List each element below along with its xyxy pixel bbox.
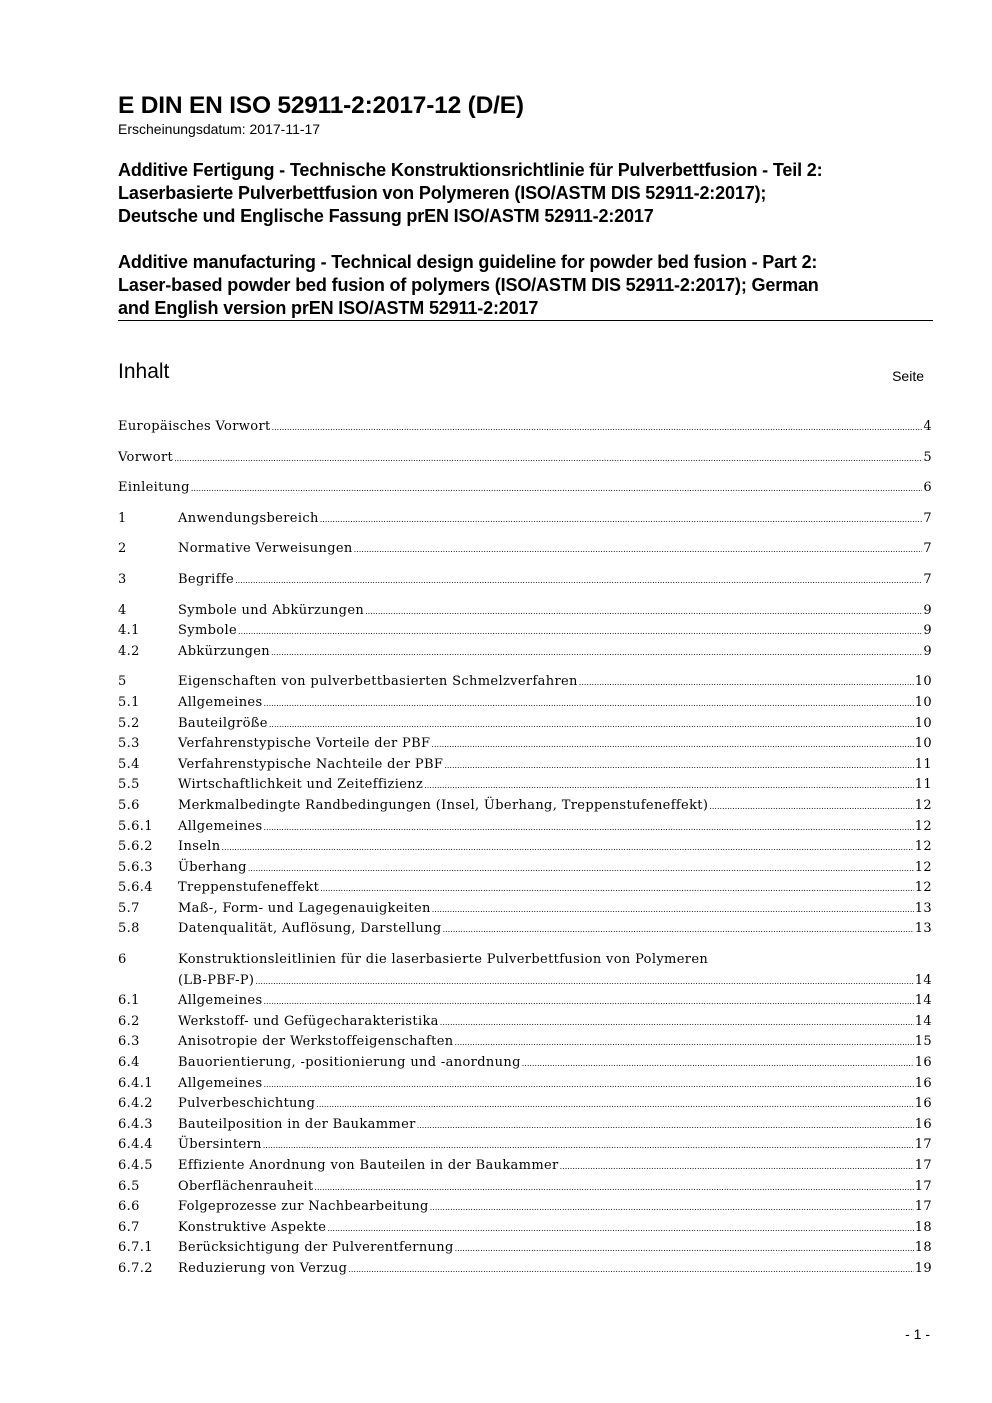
toc-entry[interactable] <box>118 858 932 879</box>
toc-entry[interactable] <box>118 714 932 735</box>
toc-entry-page: 14 <box>914 1013 932 1029</box>
toc-entry-page: 17 <box>914 1199 932 1215</box>
toc-heading: Inhalt <box>118 360 170 383</box>
toc-entry-page: 13 <box>914 900 932 916</box>
toc-entry-number: 4.2 <box>118 643 140 659</box>
toc-entry-page: 14 <box>914 993 932 1009</box>
title-english <box>118 251 938 320</box>
toc-entry-title: Datenqualität, Auflösung, Darstellung <box>178 921 442 937</box>
toc-entry[interactable] <box>118 1032 932 1053</box>
toc-entry-page: 12 <box>914 859 932 875</box>
toc-entry-page: 12 <box>914 880 932 896</box>
toc-dot-leader <box>455 1238 914 1260</box>
toc-entry[interactable] <box>118 1115 932 1136</box>
toc-entry-title: Bauteilposition in der Baukammer <box>178 1116 416 1132</box>
toc-entry-page: 18 <box>914 1219 932 1235</box>
toc-entry-title: Eigenschaften von pulverbettbasierten Schmelzverfahren <box>178 674 578 690</box>
toc-dot-leader <box>271 642 922 664</box>
toc-entry-page: 16 <box>914 1096 932 1112</box>
toc-entry-number: 5.6.4 <box>118 880 153 896</box>
toc-entry-number: 6.7.1 <box>118 1240 153 1256</box>
toc-dot-leader <box>560 1156 914 1178</box>
toc-entry-page: 7 <box>923 571 932 587</box>
toc-dot-leader <box>417 1115 914 1137</box>
toc-entry[interactable] <box>118 672 932 693</box>
toc-entry-title: Symbole und Abkürzungen <box>178 602 365 618</box>
toc-entry-page: 12 <box>914 797 932 813</box>
toc-entry-page: 12 <box>914 839 932 855</box>
toc-entry-page: 9 <box>923 602 932 618</box>
title-english-line: Laser-based powder bed fusion of polymers (ISO/ASTM DIS 52911-2:2017); German <box>118 275 819 295</box>
toc-entry-number: 6.2 <box>118 1013 140 1029</box>
toc-entry-title: Wirtschaftlichkeit und Zeiteffizienz <box>178 777 424 793</box>
toc-entry[interactable] <box>118 796 932 817</box>
toc-entry-title: Werkstoff- und Gefügecharakteristika <box>178 1013 439 1029</box>
toc-dot-leader <box>191 478 923 500</box>
toc-entry-title: Effiziente Anordnung von Bauteilen in der Baukammer <box>178 1158 559 1173</box>
toc-entry-number: 1 <box>118 510 127 526</box>
toc-entry-number: 5.3 <box>118 736 140 752</box>
title-german <box>118 159 938 228</box>
toc-entry-page: 9 <box>923 643 932 659</box>
toc-entry[interactable] <box>118 1135 932 1156</box>
title-english-line: Additive manufacturing - Technical design guideline for powder bed fusion - Part 2: <box>118 252 818 272</box>
toc-dot-leader <box>424 775 914 797</box>
toc-entry-number: 4.1 <box>118 623 140 639</box>
toc-dot-leader <box>222 837 914 859</box>
toc-entry-number: 5.8 <box>118 921 140 937</box>
toc-entry-page: 15 <box>914 1034 932 1050</box>
toc-entry-number: 6.7 <box>118 1219 140 1235</box>
toc-dot-leader <box>354 539 923 561</box>
toc-entry-number: 6.1 <box>118 993 140 1009</box>
toc-entry-title: Reduzierung von Verzug <box>178 1260 348 1276</box>
toc-entry-number: 6.4.4 <box>118 1137 153 1153</box>
toc-dot-leader <box>248 858 914 880</box>
toc-entry[interactable] <box>118 478 932 499</box>
toc-entry-number: 5.7 <box>118 900 140 916</box>
toc-entry-page: 16 <box>914 1075 932 1091</box>
toc-entry-title: Verfahrenstypische Nachteile der PBF <box>178 756 444 772</box>
standard-number: E DIN EN ISO 52911-2:2017-12 (D/E) <box>118 92 524 119</box>
toc-dot-leader <box>432 899 914 921</box>
toc-entry-title: Bauorientierung, -positionierung und -anordnung <box>178 1055 521 1071</box>
toc-entry[interactable] <box>118 775 932 796</box>
toc-entry[interactable] <box>118 1074 932 1095</box>
toc-entry-number: 3 <box>118 571 127 587</box>
toc-entry-page: 17 <box>914 1158 932 1173</box>
toc-entry-title: Allgemeines <box>178 818 263 834</box>
title-divider <box>118 320 933 321</box>
toc-entry-page: 16 <box>914 1116 932 1132</box>
toc-dot-leader <box>263 1074 913 1096</box>
toc-entry[interactable] <box>118 1177 932 1198</box>
toc-entry-page: 14 <box>914 972 932 988</box>
toc-entry-number: 4 <box>118 602 127 618</box>
toc-entry-title: Berücksichtigung der Pulverentfernung <box>178 1240 454 1256</box>
toc-entry-page: 10 <box>914 694 932 710</box>
toc-entry[interactable] <box>118 642 932 663</box>
toc-entry-page: 10 <box>914 674 932 690</box>
toc-entry-title: Allgemeines <box>178 1075 263 1091</box>
toc-dot-leader <box>316 1094 913 1116</box>
toc-entry-number: 5 <box>118 674 127 690</box>
toc-entry-title: Anisotropie der Werkstoffeigenschaften <box>178 1034 454 1050</box>
toc-entry-number: 6.5 <box>118 1178 140 1194</box>
toc-entry-title: Vorwort <box>118 449 174 465</box>
toc-entry-title: Verfahrenstypische Vorteile der PBF <box>178 736 431 752</box>
toc-entry[interactable] <box>118 1218 932 1239</box>
toc-entry-number: 6.4.3 <box>118 1116 153 1132</box>
title-german-line: Laserbasierte Pulverbettfusion von Polymeren (ISO/ASTM DIS 52911-2:2017); <box>118 183 767 203</box>
toc-dot-leader <box>440 1012 914 1034</box>
toc-dot-leader <box>238 621 922 643</box>
toc-dot-leader <box>320 878 914 900</box>
title-german-line: Deutsche und Englische Fassung prEN ISO/ASTM 52911-2:2017 <box>118 206 654 226</box>
toc-entry-page: 12 <box>914 818 932 834</box>
title-english-line: and English version prEN ISO/ASTM 52911-2:2017 <box>118 298 539 318</box>
toc-entry-title: Inseln <box>178 839 221 855</box>
toc-dot-leader <box>272 417 923 439</box>
toc-dot-leader <box>320 509 923 531</box>
toc-entry-page: 17 <box>914 1137 932 1153</box>
toc-entry-number: 5.5 <box>118 777 140 793</box>
toc-entry-number: 6.3 <box>118 1034 140 1050</box>
toc-entry[interactable] <box>118 570 932 591</box>
toc-entry-number: 5.2 <box>118 715 140 731</box>
toc-entry-title: Anwendungsbereich <box>178 510 319 526</box>
toc-entry[interactable] <box>118 950 932 971</box>
toc-entry[interactable] <box>118 1156 932 1177</box>
toc-entry-page: 4 <box>923 419 932 434</box>
toc-dot-leader <box>263 817 913 839</box>
toc-entry-title: Übersintern <box>178 1137 262 1153</box>
toc-entry-number: 5.6 <box>118 797 140 813</box>
toc-entry-title: Überhang <box>178 859 247 875</box>
toc-entry-number: 6.7.2 <box>118 1260 153 1276</box>
toc-dot-leader <box>327 1218 913 1240</box>
toc-entry-number: 5.1 <box>118 694 140 710</box>
toc-entry-title: Merkmalbedingte Randbedingungen (Insel, Überhang, Treppenstufeneffekt) <box>178 797 709 813</box>
toc-entry-page: 6 <box>923 480 932 496</box>
toc-entry-page: 10 <box>914 715 932 731</box>
toc-entry-page: 19 <box>914 1260 932 1276</box>
toc-entry-page: 17 <box>914 1178 932 1194</box>
toc-entry-number: 2 <box>118 541 127 557</box>
table-of-contents <box>118 417 932 1280</box>
toc-entry[interactable] <box>118 817 932 838</box>
toc-dot-leader <box>430 1197 914 1219</box>
toc-entry-number: 5.6.1 <box>118 818 153 834</box>
toc-dot-leader <box>314 1177 913 1199</box>
toc-dot-leader <box>443 919 914 941</box>
toc-dot-leader <box>455 1032 914 1054</box>
toc-entry[interactable] <box>118 448 932 469</box>
toc-entry-number: 6.4.2 <box>118 1096 153 1112</box>
toc-entry[interactable] <box>118 971 932 992</box>
toc-entry-title: Allgemeines <box>178 993 263 1009</box>
toc-entry-title: Oberflächenrauheit <box>178 1178 314 1194</box>
toc-entry[interactable] <box>118 899 932 920</box>
page-number: - 1 - <box>905 1326 930 1342</box>
toc-entry-number: 6.6 <box>118 1199 140 1215</box>
toc-dot-leader <box>348 1259 913 1281</box>
title-german-line: Additive Fertigung - Technische Konstruktionsrichtlinie für Pulverbettfusion - Teil 2: <box>118 160 823 180</box>
toc-dot-leader <box>365 601 922 623</box>
toc-entry[interactable] <box>118 417 932 438</box>
toc-dot-leader <box>709 796 913 818</box>
toc-entry-title: Abkürzungen <box>178 643 271 659</box>
toc-entry-page: 18 <box>914 1240 932 1256</box>
toc-entry-page: 11 <box>914 756 932 772</box>
toc-entry-title: Folgeprozesse zur Nachbearbeitung <box>178 1199 429 1215</box>
toc-entry-number: 6.4.5 <box>118 1158 153 1173</box>
toc-entry-page: 7 <box>923 510 932 526</box>
toc-entry-page: 9 <box>923 623 932 639</box>
toc-entry[interactable] <box>118 878 932 899</box>
toc-entry-page: 13 <box>914 921 932 937</box>
toc-entry[interactable] <box>118 509 932 530</box>
toc-entry-title: Begriffe <box>178 571 235 587</box>
toc-entry[interactable] <box>118 837 932 858</box>
toc-entry-page: 7 <box>923 541 932 557</box>
toc-entry-number: 5.6.2 <box>118 839 153 855</box>
toc-dot-leader <box>174 448 922 470</box>
toc-dot-leader <box>263 991 913 1013</box>
toc-dot-leader <box>255 971 913 993</box>
toc-entry-title: Konstruktionsleitlinien für die laserbasierte Pulverbettfusion von Polymeren <box>178 952 709 968</box>
toc-entry-number: 6 <box>118 952 127 968</box>
toc-entry-title: Bauteilgröße <box>178 715 268 731</box>
toc-entry[interactable] <box>118 539 932 560</box>
toc-dot-leader <box>444 755 913 777</box>
toc-entry-number: 5.6.3 <box>118 859 153 875</box>
toc-entry-title: Pulverbeschichtung <box>178 1096 316 1112</box>
toc-entry[interactable] <box>118 1012 932 1033</box>
toc-entry[interactable] <box>118 919 932 940</box>
toc-dot-leader <box>263 1135 914 1157</box>
toc-entry[interactable] <box>118 601 932 622</box>
toc-dot-leader <box>522 1053 914 1075</box>
toc-entry[interactable] <box>118 1238 932 1259</box>
toc-entry-number: 6.4 <box>118 1055 140 1071</box>
toc-entry-title: (LB-PBF-P) <box>178 972 255 988</box>
toc-entry-title: Konstruktive Aspekte <box>178 1219 327 1235</box>
toc-entry-number: 6.4.1 <box>118 1075 153 1091</box>
toc-entry-title: Allgemeines <box>178 694 263 710</box>
toc-dot-leader <box>263 693 913 715</box>
toc-entry[interactable] <box>118 755 932 776</box>
toc-entry[interactable] <box>118 1197 932 1218</box>
toc-dot-leader <box>269 714 914 736</box>
toc-entry[interactable] <box>118 991 932 1012</box>
publication-date: Erscheinungsdatum: 2017-11-17 <box>118 121 321 137</box>
toc-entry-page: 16 <box>914 1055 932 1071</box>
toc-entry-title: Maß-, Form- und Lagegenauigkeiten <box>178 900 431 916</box>
toc-entry-page: 11 <box>914 777 932 793</box>
toc-page-label: Seite <box>892 368 924 384</box>
toc-entry[interactable] <box>118 1053 932 1074</box>
toc-entry-page: 5 <box>923 449 932 465</box>
toc-dot-leader <box>579 672 914 694</box>
toc-entry[interactable] <box>118 693 932 714</box>
toc-entry-title: Symbole <box>178 623 238 639</box>
toc-entry-page: 10 <box>914 736 932 752</box>
toc-entry-title: Treppenstufeneffekt <box>178 880 320 896</box>
toc-entry[interactable] <box>118 734 932 755</box>
toc-entry-title: Einleitung <box>118 480 190 496</box>
toc-dot-leader <box>431 734 913 756</box>
toc-entry[interactable] <box>118 1094 932 1115</box>
toc-dot-leader <box>235 570 922 592</box>
toc-entry-number: 5.4 <box>118 756 140 772</box>
toc-entry[interactable] <box>118 1259 932 1280</box>
toc-entry[interactable] <box>118 621 932 642</box>
toc-entry-title: Normative Verweisungen <box>178 541 353 557</box>
toc-entry-title: Europäisches Vorwort <box>118 419 271 434</box>
